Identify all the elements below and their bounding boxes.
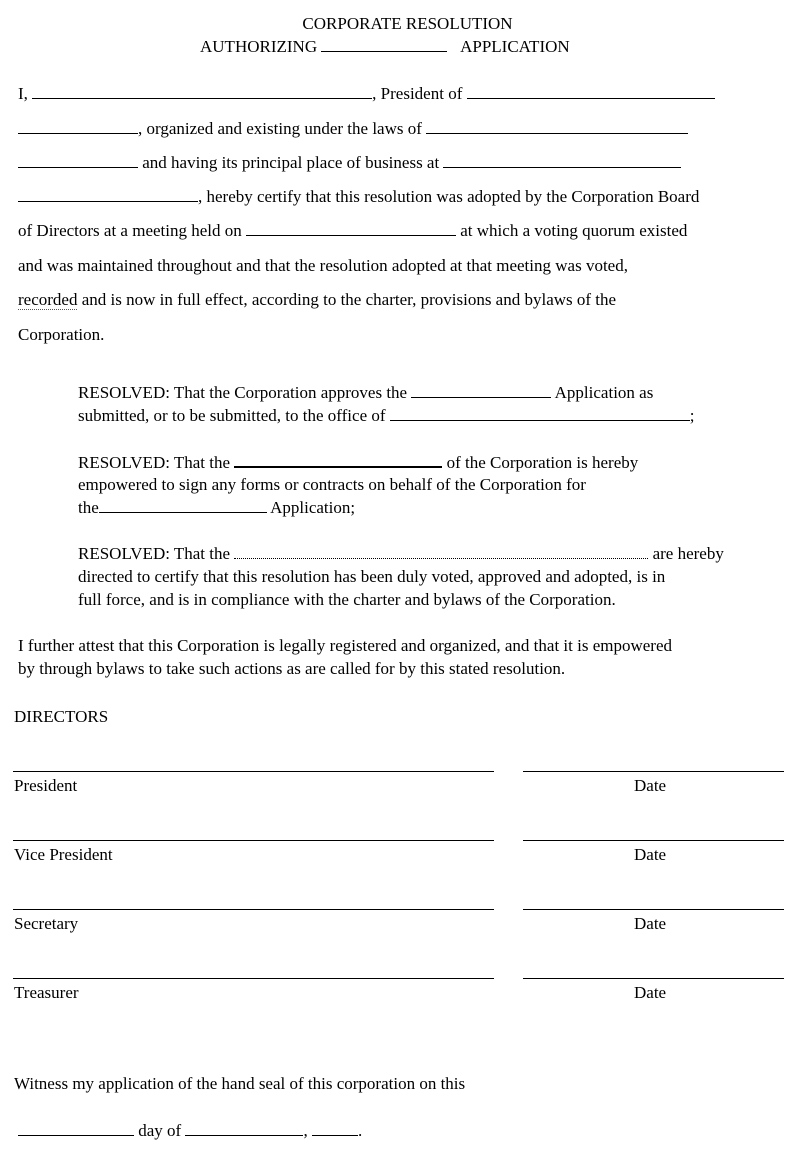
witness-text-fragment: day of [138,1121,182,1140]
resolution-3-line-1 [78,544,724,564]
witness-year-blank[interactable] [312,1121,358,1136]
office-of-blank[interactable] [390,406,690,421]
cert-text: and is now in full effect, according to the charter, provisions and bylaws of the [77,290,617,309]
cert-line-7 [18,290,616,310]
treasurer-signature-line[interactable] [13,978,494,979]
resolution-1-line-1 [78,383,653,403]
state-blank[interactable] [18,153,138,168]
cert-text: , hereby certify that this resolution was adopted by the Corporation Board [198,187,700,206]
cert-text: and having its principal place of business at [142,153,440,172]
corporation-type-blank[interactable] [18,119,138,134]
cert-text: , President of [372,84,463,103]
cert-text: at which a voting quorum existed [460,221,688,240]
cert-line-2 [18,119,688,139]
resolution-text: ; [689,406,695,425]
resolution-text: of the Corporation is hereby [446,453,639,472]
date-label: Date [634,914,667,933]
cert-line-8: Corporation. [18,325,105,344]
role-treasurer: Treasurer [14,983,79,1002]
subtitle-start: AUTHORIZING [200,37,318,56]
witness-text-fragment: . [357,1121,363,1140]
document-title: CORPORATE RESOLUTION [302,14,513,33]
resolution-text: RESOLVED: That the Corporation approves the [78,383,408,402]
president-signature-line[interactable] [13,771,494,772]
resolution-text: submitted, or to be submitted, to the office of [78,406,386,425]
application-type-blank[interactable] [321,37,447,52]
resolution-3-line-3: full force, and is in compliance with the charter and bylaws of the Corporation. [78,590,616,609]
application-name-blank[interactable] [99,498,267,513]
corporation-name-blank[interactable] [467,84,715,99]
cert-line-4 [18,187,699,207]
document-subtitle [200,37,570,57]
witness-date-line [18,1121,362,1141]
cert-text: I, [18,84,28,103]
cert-line-5 [18,221,687,241]
cert-line-3 [18,153,681,173]
witness-day-blank[interactable] [18,1121,134,1136]
officer-title-blank[interactable] [234,452,442,468]
certifying-officers-blank[interactable] [234,544,648,559]
secretary-date-line[interactable] [523,909,784,910]
cert-line-1 [18,84,715,104]
role-president: President [14,776,78,795]
role-secretary: Secretary [14,914,79,933]
role-vice-president: Vice President [14,845,113,864]
attest-line-1: I further attest that this Corporation is legally registered and organized, and that it is empowered [18,636,672,655]
treasurer-date-line[interactable] [523,978,784,979]
resolution-text: RESOLVED: That the [78,544,231,563]
witness-text-fragment: , [303,1121,308,1140]
state-laws-blank[interactable] [426,119,688,134]
resolution-2-line-1 [78,452,638,473]
vice-president-date-line[interactable] [523,840,784,841]
cert-text: , organized and existing under the laws of [138,119,422,138]
resolution-text: Application as [554,383,654,402]
date-label: Date [634,983,667,1002]
resolution-2-line-3 [78,498,355,518]
president-date-line[interactable] [523,771,784,772]
resolution-2-line-2: empowered to sign any forms or contracts on behalf of the Corporation for [78,475,586,494]
attest-line-2: by through bylaws to take such actions as are called for by this stated resolution. [18,659,566,678]
resolution-text: Application; [270,498,356,517]
resolution-3-line-2: directed to certify that this resolution has been duly voted, approved and adopted, is in [78,567,666,586]
business-address-blank[interactable] [443,153,681,168]
meeting-date-blank[interactable] [246,221,456,236]
date-label: Date [634,776,667,795]
president-name-blank[interactable] [32,84,372,99]
cert-text: of Directors at a meeting held on [18,221,242,240]
recorded-word: recorded [18,290,78,309]
cert-line-6: and was maintained throughout and that the resolution adopted at that meeting was voted, [18,256,628,275]
resolution-text: RESOLVED: That the [78,453,231,472]
date-label: Date [634,845,667,864]
vice-president-signature-line[interactable] [13,840,494,841]
directors-heading: DIRECTORS [14,707,109,726]
subtitle-end: APPLICATION [460,37,570,56]
resolution-1-line-2 [78,406,695,426]
secretary-signature-line[interactable] [13,909,494,910]
resolution-text: the [78,498,99,517]
approved-application-blank[interactable] [411,383,551,398]
witness-month-blank[interactable] [185,1121,303,1136]
witness-text: Witness my application of the hand seal of this corporation on this [14,1074,466,1093]
resolution-text: are hereby [652,544,724,563]
city-blank[interactable] [18,187,198,202]
